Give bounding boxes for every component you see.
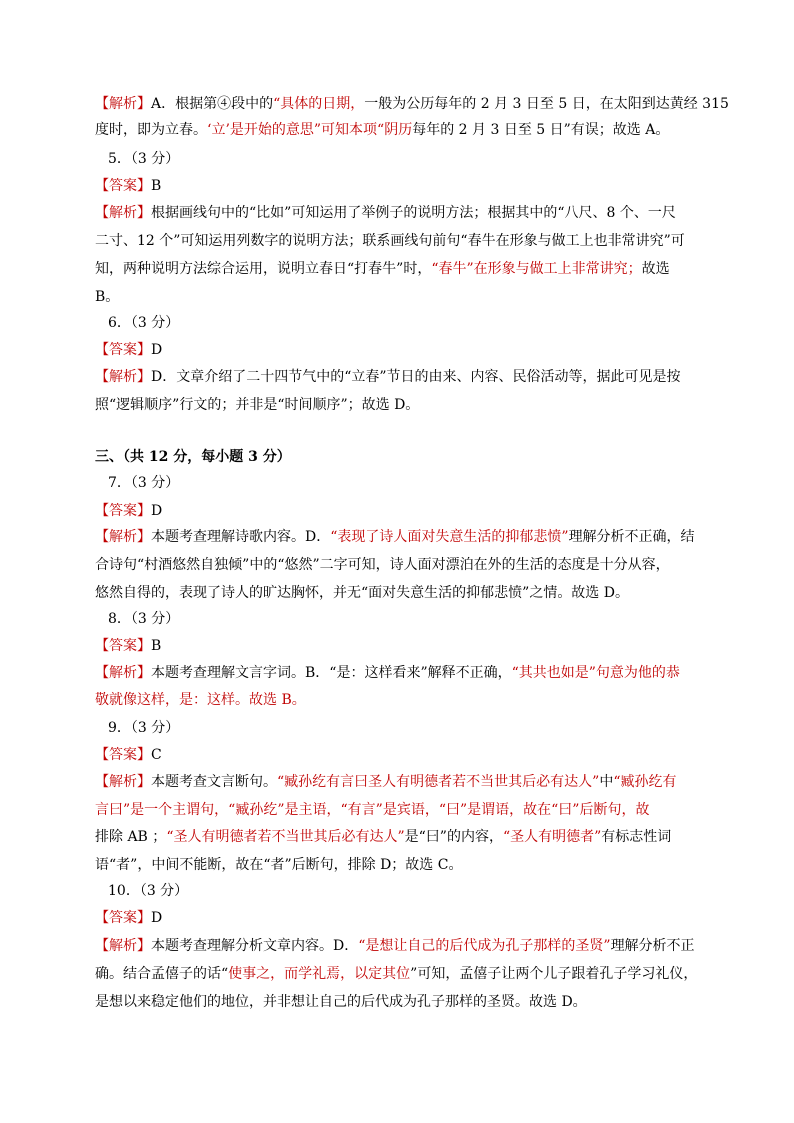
- text-segment: 照“逻辑顺序”行文的；并非是“时间顺序”；故选 D。: [95, 397, 420, 413]
- quote-segment: 言曰”是一个主谓句，: [95, 802, 229, 818]
- answer-line: [95, 745, 705, 765]
- section-heading: 三、（共 12 分，每小题 3 分）: [95, 449, 291, 465]
- quote-segment: 敬就像这样，是：这样。故选 B。: [95, 692, 306, 708]
- text-segment: 根据画线句中的“比如”可知运用了举例子的说明方法；根据其中的“八尺、8 个、一尺: [151, 205, 676, 221]
- analysis-line: [95, 663, 705, 683]
- answer-line: [95, 908, 705, 928]
- text-segment: 知，两种说明方法综合运用，说明立春日“打春牛”时，: [95, 261, 432, 277]
- quote-segment: “圣人有明德者若不当世其后必有达人”: [166, 829, 405, 845]
- text-segment: 理解分析不正确，结: [568, 529, 695, 545]
- quote-segment: “有言”是宾语，: [340, 802, 439, 818]
- text-segment: 理解分析不正: [610, 938, 695, 954]
- analysis-tag: 【解析】: [95, 529, 151, 545]
- analysis-line: [95, 367, 705, 387]
- text-segment: 语“者”，中间不能断，故在“者”后断句，排除 D；故选 C。: [95, 857, 463, 873]
- quote-segment: ‘立’是开始的意思”可知本项“阴历: [207, 122, 413, 138]
- text-segment: 本题考查理解分析文章内容。D．: [151, 938, 359, 954]
- analysis-line: [95, 772, 705, 792]
- text-segment: 悠然自得的，表现了诗人的旷达胸怀，并无“面对失意生活的抑郁悲愤”之情。故选 D。: [95, 585, 629, 601]
- analysis-tag: 【解析】: [95, 938, 151, 954]
- analysis-tag: 【解析】: [95, 369, 151, 385]
- analysis-tag: 【解析】: [95, 774, 151, 790]
- question-number: 7．（3 分）: [108, 475, 180, 491]
- answer-line: [95, 340, 705, 360]
- text-segment: 度时，即为立春。: [95, 122, 207, 138]
- question-number: 6．（3 分）: [108, 315, 180, 331]
- text-line: [95, 287, 705, 307]
- analysis-line: [95, 203, 705, 223]
- answer-value: B: [151, 638, 162, 654]
- text-line: [95, 992, 705, 1012]
- text-segment: 故选: [641, 261, 670, 277]
- answer-tag: 【答案】: [95, 910, 151, 926]
- question-number: 5．（3 分）: [108, 151, 180, 167]
- text-segment: B。: [95, 289, 120, 305]
- answer-line: [95, 176, 705, 196]
- text-segment: A．根据第④段中的: [151, 96, 274, 112]
- text-line: [95, 583, 705, 603]
- answer-value: D: [151, 342, 163, 358]
- text-line: [95, 231, 705, 251]
- answer-line: [95, 501, 705, 521]
- answer-value: B: [151, 178, 162, 194]
- text-segment: 确。结合孟僖子的话“: [95, 966, 229, 982]
- text-line: [95, 827, 705, 847]
- answer-tag: 【答案】: [95, 503, 151, 519]
- question-number: 8．（3 分）: [108, 611, 180, 627]
- text-segment: 排除 AB ；: [95, 829, 167, 845]
- quote-segment: “表现了诗人面对失意生活的抑郁悲愤”: [330, 529, 569, 545]
- quote-segment: 使事之，而学礼焉，以定其位: [228, 966, 411, 982]
- analysis-line: [95, 94, 729, 114]
- quote-segment: “是想让自己的后代成为孔子那样的圣贤”: [358, 938, 611, 954]
- analysis-tag: 【解析】: [95, 96, 151, 112]
- analysis-tag: 【解析】: [95, 205, 151, 221]
- quote-segment: “其共也如是”句意为他的恭: [511, 665, 680, 681]
- text-line: [95, 395, 705, 415]
- quote-segment: “曰”是谓语，故在“曰”后断句，故: [438, 802, 650, 818]
- answer-value: D: [151, 503, 163, 519]
- text-line: [95, 690, 705, 710]
- text-segment: 本题考查理解文言字词。B．“是：这样看来”解释不正确，: [151, 665, 512, 681]
- analysis-tag: 【解析】: [95, 665, 151, 681]
- answer-tag: 【答案】: [95, 342, 151, 358]
- text-segment: 有标志性词: [601, 829, 672, 845]
- text-segment: 是“曰”的内容，: [404, 829, 503, 845]
- text-line: [95, 800, 705, 820]
- analysis-line: [95, 527, 705, 547]
- text-line: [95, 964, 705, 984]
- answer-value: C: [151, 747, 162, 763]
- text-segment: 本题考查理解诗歌内容。D．: [151, 529, 331, 545]
- text-line: [95, 259, 705, 279]
- text-segment: 是想以来稳定他们的地位，并非想让自己的后代成为孔子那样的圣贤。故选 D。: [95, 994, 587, 1010]
- answer-tag: 【答案】: [95, 747, 151, 763]
- text-segment: ”可知，孟僖子让两个儿子跟着孔子学习礼仪，: [410, 966, 698, 982]
- quote-segment: “春牛”在形象与做工上非常讲究；: [431, 261, 642, 277]
- answer-value: D: [151, 910, 163, 926]
- text-segment: D．文章介绍了二十四节气中的“立春”节日的由来、内容、民俗活动等，据此可见是按: [151, 369, 681, 385]
- text-line: [95, 555, 705, 575]
- answer-line: [95, 636, 705, 656]
- answer-tag: 【答案】: [95, 638, 151, 654]
- quote-segment: “具体的日期，: [273, 96, 365, 112]
- question-number: 9．（3 分）: [108, 720, 180, 736]
- answer-tag: 【答案】: [95, 178, 151, 194]
- quote-segment: “臧孙纥有言曰圣人有明德者若不当世其后必有达人”: [277, 774, 600, 790]
- text-segment: 中: [599, 774, 614, 790]
- analysis-line: [95, 936, 705, 956]
- text-segment: 二寸、12 个”可知运用列数字的说明方法；联系画线句前句“春牛在形象与做工上也非常讲究”可: [95, 233, 685, 249]
- text-segment: 一般为公历每年的 2 月 3 日至 5 日，在太阳到达黄经 315: [364, 96, 729, 112]
- question-number: 10．（3 分）: [108, 883, 189, 899]
- text-segment: 每年的 2 月 3 日至 5 日”有误；故选 A。: [412, 122, 670, 138]
- quote-segment: “圣人有明德者”: [502, 829, 602, 845]
- quote-segment: “臧孙纥”是主语，: [228, 802, 341, 818]
- quote-segment: “臧孙纥有: [613, 774, 677, 790]
- text-line: [95, 120, 705, 140]
- text-segment: 合诗句“村酒悠然自独倾”中的“悠然”二字可知，诗人面对漂泊在外的生活的态度是十分从容，: [95, 557, 670, 573]
- text-line: [95, 855, 705, 875]
- text-segment: 本题考查文言断句。: [151, 774, 277, 790]
